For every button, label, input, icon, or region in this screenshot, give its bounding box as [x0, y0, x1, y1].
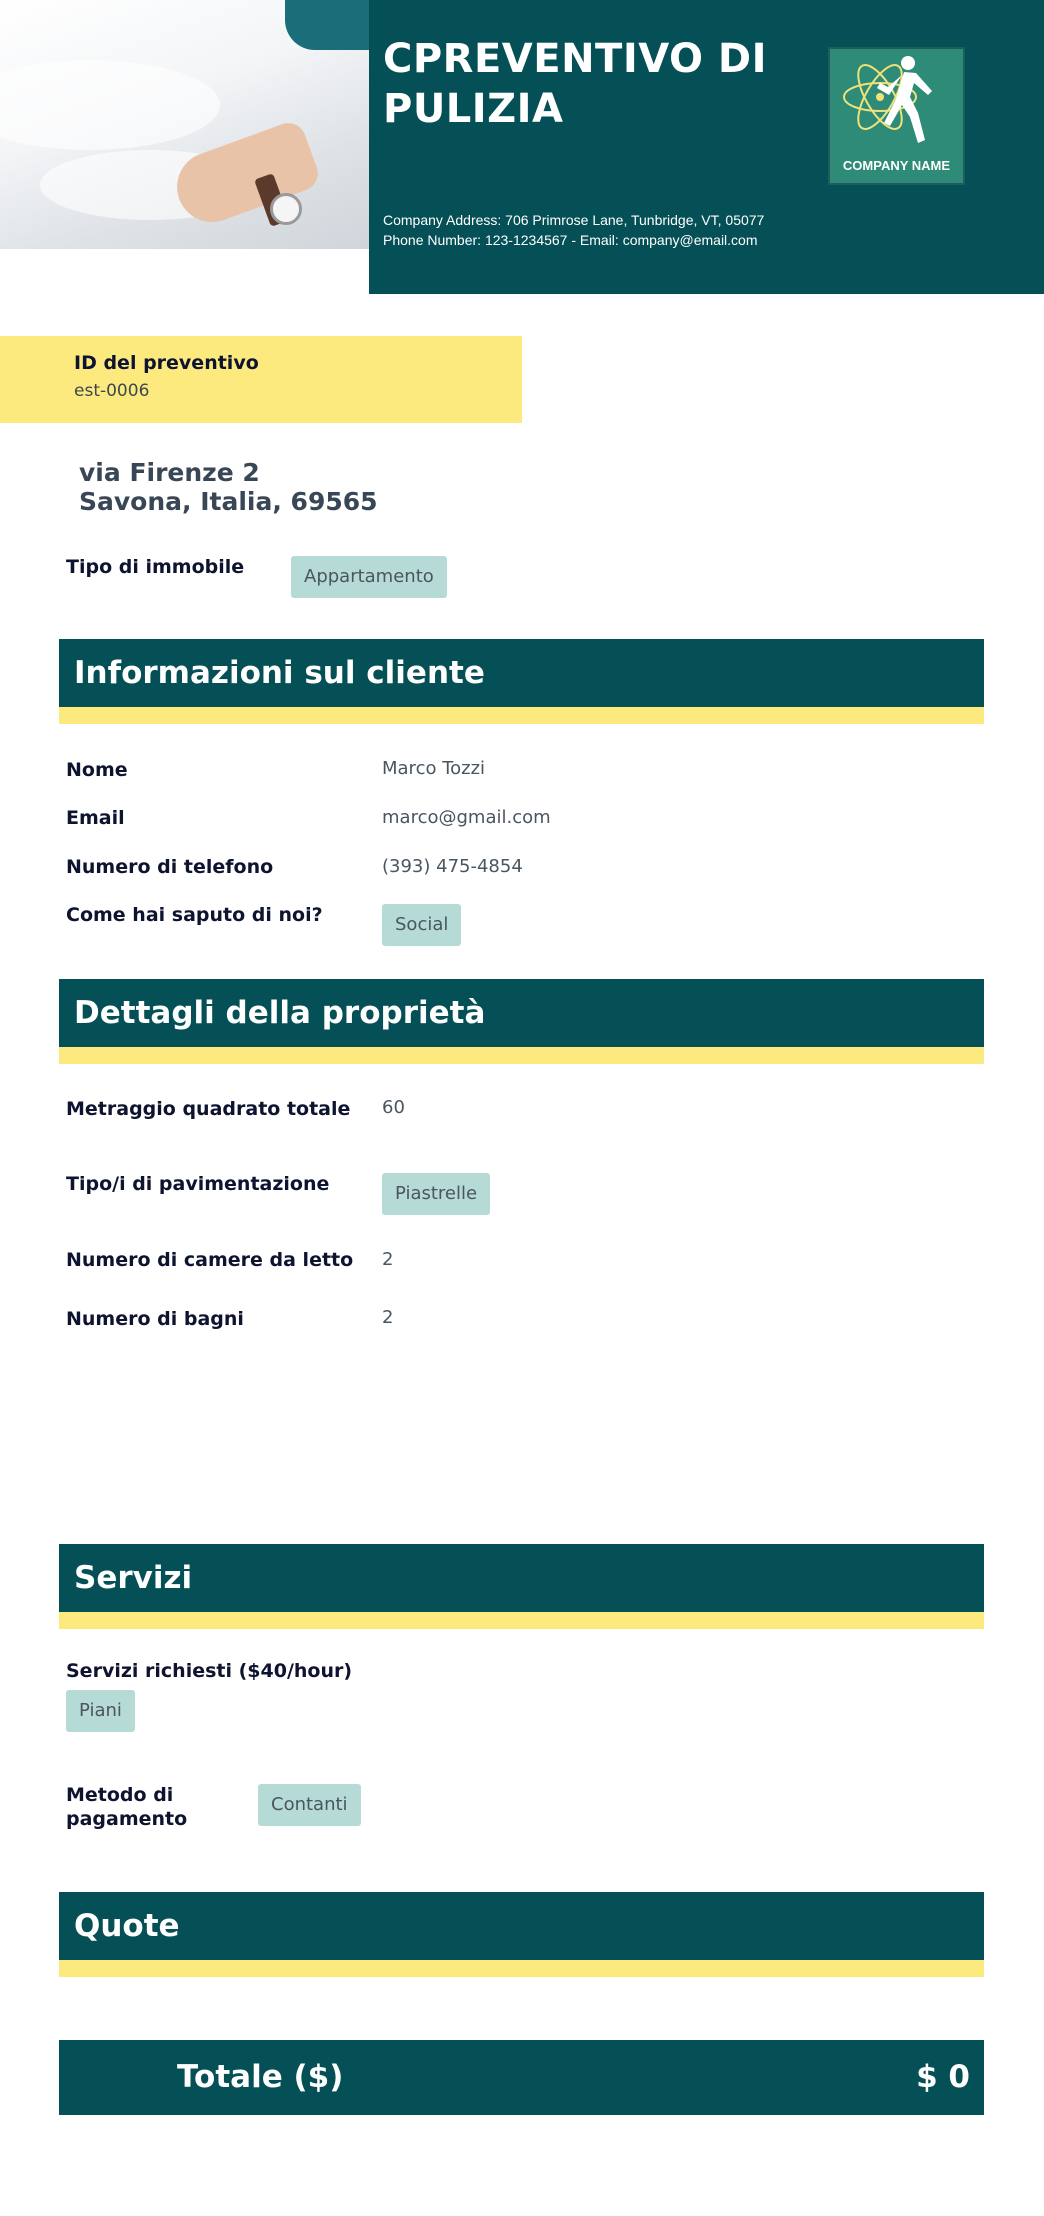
document-title: CPREVENTIVO DI PULIZIA — [383, 36, 767, 132]
services-section-title: Servizi — [74, 1560, 193, 1596]
payment-method-label: Metodo di pagamento — [66, 1784, 188, 1830]
floor-label: Tipo/i di pavimentazione — [66, 1173, 330, 1195]
quote-id-box — [0, 336, 522, 423]
email-value: marco@gmail.com — [382, 807, 551, 828]
property-type-chip: Appartamento — [291, 556, 447, 598]
name-value: Marco Tozzi — [382, 758, 486, 779]
company-logo — [828, 47, 965, 185]
floor-chip: Piastrelle — [382, 1173, 490, 1215]
property-section-title: Dettagli della proprietà — [74, 995, 486, 1031]
source-chip: Social — [382, 904, 461, 946]
services-section-underline — [59, 1612, 984, 1629]
bedrooms-value: 2 — [382, 1249, 394, 1270]
quote-id-value: est-0006 — [74, 381, 150, 401]
services-section-header — [59, 1544, 984, 1612]
requested-services-label: Servizi richiesti ($40/hour) — [66, 1660, 353, 1682]
header-photo — [0, 0, 369, 249]
quote-section-underline — [59, 1960, 984, 1977]
client-section-header — [59, 639, 984, 707]
bedrooms-label: Numero di camere da letto — [66, 1249, 354, 1271]
requested-services-chip: Piani — [66, 1690, 135, 1732]
payment-method-chip: Contanti — [258, 1784, 361, 1826]
client-section-title: Informazioni sul cliente — [74, 655, 485, 691]
sqft-label: Metraggio quadrato totale — [66, 1098, 351, 1120]
phone-label: Numero di telefono — [66, 856, 274, 878]
email-label: Email — [66, 807, 125, 829]
bathrooms-label: Numero di bagni — [66, 1308, 244, 1330]
address-city: Savona, Italia, 69565 — [79, 487, 378, 516]
source-label: Come hai saputo di noi? — [66, 904, 323, 926]
name-label: Nome — [66, 759, 128, 781]
quote-section-header — [59, 1892, 984, 1960]
total-value: $ 0 — [916, 2059, 970, 2095]
header-panel — [369, 0, 1044, 294]
property-type-label: Tipo di immobile — [66, 556, 245, 578]
property-address — [79, 458, 378, 516]
total-bar — [59, 2040, 984, 2115]
company-address: Company Address: 706 Primrose Lane, Tunbridge, VT, 05077 — [383, 212, 765, 228]
property-section-header — [59, 979, 984, 1047]
client-section-underline — [59, 707, 984, 724]
company-contact — [383, 210, 764, 250]
quote-section-title: Quote — [74, 1908, 180, 1944]
company-phone-email: Phone Number: 123-1234567 - Email: company@email.com — [383, 232, 758, 248]
property-section-underline — [59, 1047, 984, 1064]
sqft-value: 60 — [382, 1097, 405, 1118]
phone-value: (393) 475-4854 — [382, 856, 523, 877]
address-street: via Firenze 2 — [79, 458, 260, 487]
atom-walker-icon — [840, 53, 955, 153]
total-label: Totale ($) — [177, 2059, 344, 2095]
quote-id-label: ID del preventivo — [74, 352, 259, 374]
bathrooms-value: 2 — [382, 1307, 394, 1328]
logo-text: COMPANY NAME — [842, 158, 951, 173]
